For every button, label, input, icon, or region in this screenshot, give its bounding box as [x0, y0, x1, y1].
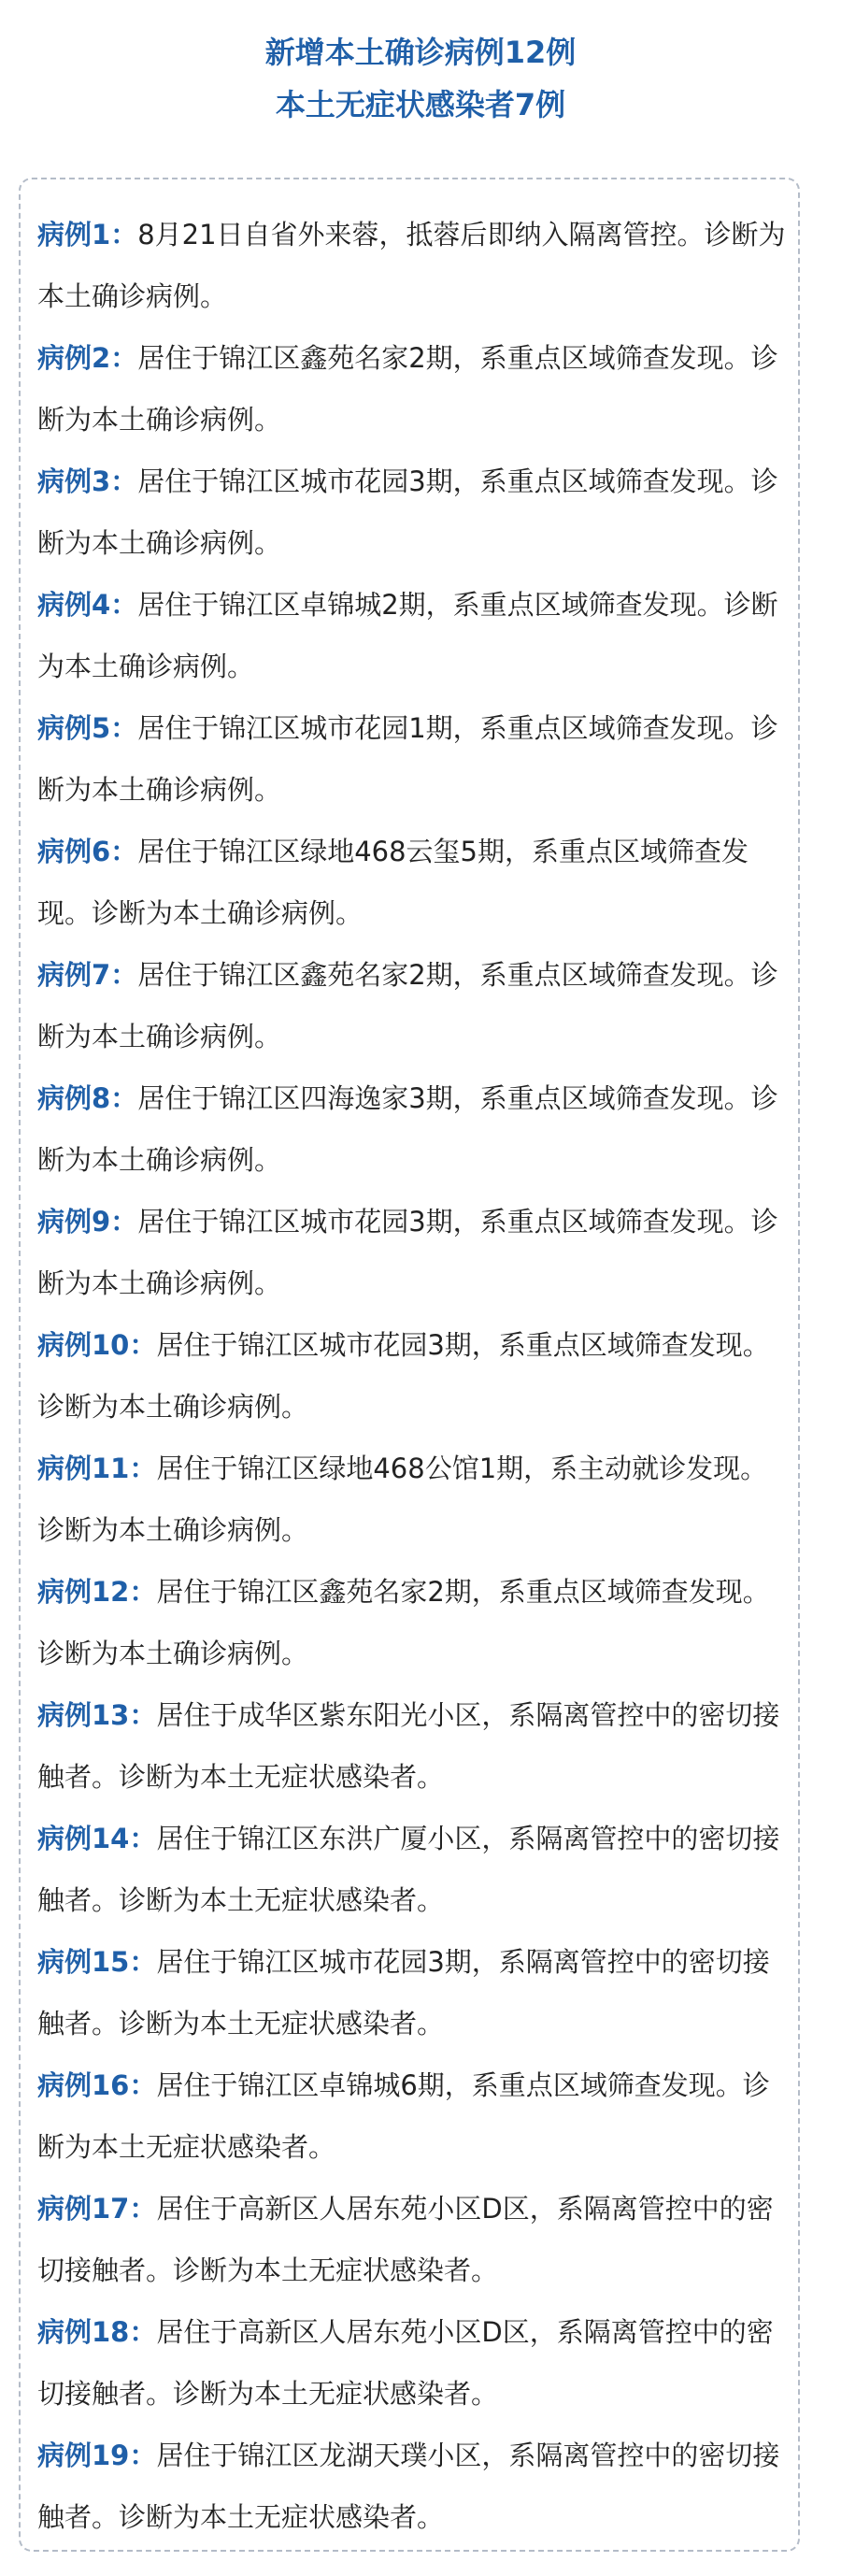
case-label: 病例9： — [37, 1206, 138, 1238]
case-item — [37, 1684, 794, 1808]
case-text: 居住于锦江区四海逸家3期，系重点区域筛查发现。诊断为本土确诊病例。 — [37, 1082, 778, 1176]
case-text: 居住于锦江区绿地468云玺5期，系重点区域筛查发现。诊断为本土确诊病例。 — [37, 836, 748, 929]
case-label: 病例1： — [37, 219, 138, 250]
case-text: 居住于成华区紫东阳光小区，系隔离管控中的密切接触者。诊断为本土无症状感染者。 — [37, 1699, 780, 1793]
case-item — [37, 1931, 794, 2054]
case-text: 居住于锦江区城市花园3期，系隔离管控中的密切接触者。诊断为本土无症状感染者。 — [37, 1946, 770, 2039]
case-item — [37, 697, 794, 821]
case-label: 病例8： — [37, 1082, 138, 1114]
case-text: 居住于锦江区卓锦城6期，系重点区域筛查发现。诊断为本土无症状感染者。 — [37, 2069, 770, 2163]
case-text: 居住于锦江区城市花园3期，系重点区域筛查发现。诊断为本土确诊病例。 — [37, 465, 778, 559]
case-label: 病例6： — [37, 836, 138, 867]
case-text: 居住于锦江区鑫苑名家2期，系重点区域筛查发现。诊断为本土确诊病例。 — [37, 1576, 770, 1669]
case-item — [37, 204, 794, 327]
case-item — [37, 1561, 794, 1684]
case-label: 病例7： — [37, 959, 138, 991]
case-label: 病例17： — [37, 2193, 157, 2225]
case-label: 病例19： — [37, 2440, 157, 2471]
case-list — [37, 204, 794, 2548]
case-item — [37, 1808, 794, 1931]
case-label: 病例11： — [37, 1453, 157, 1484]
case-label: 病例16： — [37, 2069, 157, 2101]
case-label: 病例12： — [37, 1576, 157, 1608]
case-text: 居住于锦江区绿地468公馆1期，系主动就诊发现。诊断为本土确诊病例。 — [37, 1453, 768, 1546]
case-text: 居住于锦江区鑫苑名家2期，系重点区域筛查发现。诊断为本土确诊病例。 — [37, 959, 778, 1052]
case-text: 居住于高新区人居东苑小区D区，系隔离管控中的密切接触者。诊断为本土无症状感染者。 — [37, 2316, 774, 2410]
case-text: 居住于锦江区城市花园3期，系重点区域筛查发现。诊断为本土确诊病例。 — [37, 1329, 770, 1423]
case-label: 病例14： — [37, 1823, 157, 1854]
case-label: 病例4： — [37, 589, 138, 621]
case-label: 病例10： — [37, 1329, 157, 1361]
case-text: 居住于锦江区东洪广厦小区，系隔离管控中的密切接触者。诊断为本土无症状感染者。 — [37, 1823, 780, 1916]
case-item — [37, 574, 794, 697]
case-label: 病例2： — [37, 342, 138, 374]
case-item — [37, 1438, 794, 1561]
case-label: 病例15： — [37, 1946, 157, 1978]
case-item — [37, 2054, 794, 2178]
case-item — [37, 2301, 794, 2425]
case-text: 居住于锦江区城市花园3期，系重点区域筛查发现。诊断为本土确诊病例。 — [37, 1206, 778, 1299]
case-text: 居住于锦江区卓锦城2期，系重点区域筛查发现。诊断为本土确诊病例。 — [37, 589, 778, 682]
case-item — [37, 451, 794, 574]
header-title-asymptomatic: 本土无症状感染者7例 — [275, 87, 566, 122]
case-label: 病例13： — [37, 1699, 157, 1731]
case-text: 8月21日自省外来蓉，抵蓉后即纳入隔离管控。诊断为本土确诊病例。 — [37, 219, 786, 312]
header-title-confirmed: 新增本土确诊病例12例 — [264, 35, 577, 70]
case-text: 居住于高新区人居东苑小区D区，系隔离管控中的密切接触者。诊断为本土无症状感染者。 — [37, 2193, 774, 2286]
case-text: 居住于锦江区城市花园1期，系重点区域筛查发现。诊断为本土确诊病例。 — [37, 712, 778, 806]
case-label: 病例3： — [37, 465, 138, 497]
case-text: 居住于锦江区龙湖天璞小区，系隔离管控中的密切接触者。诊断为本土无症状感染者。 — [37, 2440, 780, 2533]
case-item — [37, 2178, 794, 2301]
page-header — [0, 26, 841, 131]
case-item — [37, 821, 794, 944]
case-label: 病例5： — [37, 712, 138, 744]
case-label: 病例18： — [37, 2316, 157, 2348]
case-item — [37, 1191, 794, 1314]
case-item — [37, 944, 794, 1067]
case-text: 居住于锦江区鑫苑名家2期，系重点区域筛查发现。诊断为本土确诊病例。 — [37, 342, 778, 436]
case-item — [37, 1067, 794, 1191]
case-item — [37, 327, 794, 451]
case-item — [37, 1314, 794, 1438]
case-item — [37, 2425, 794, 2548]
